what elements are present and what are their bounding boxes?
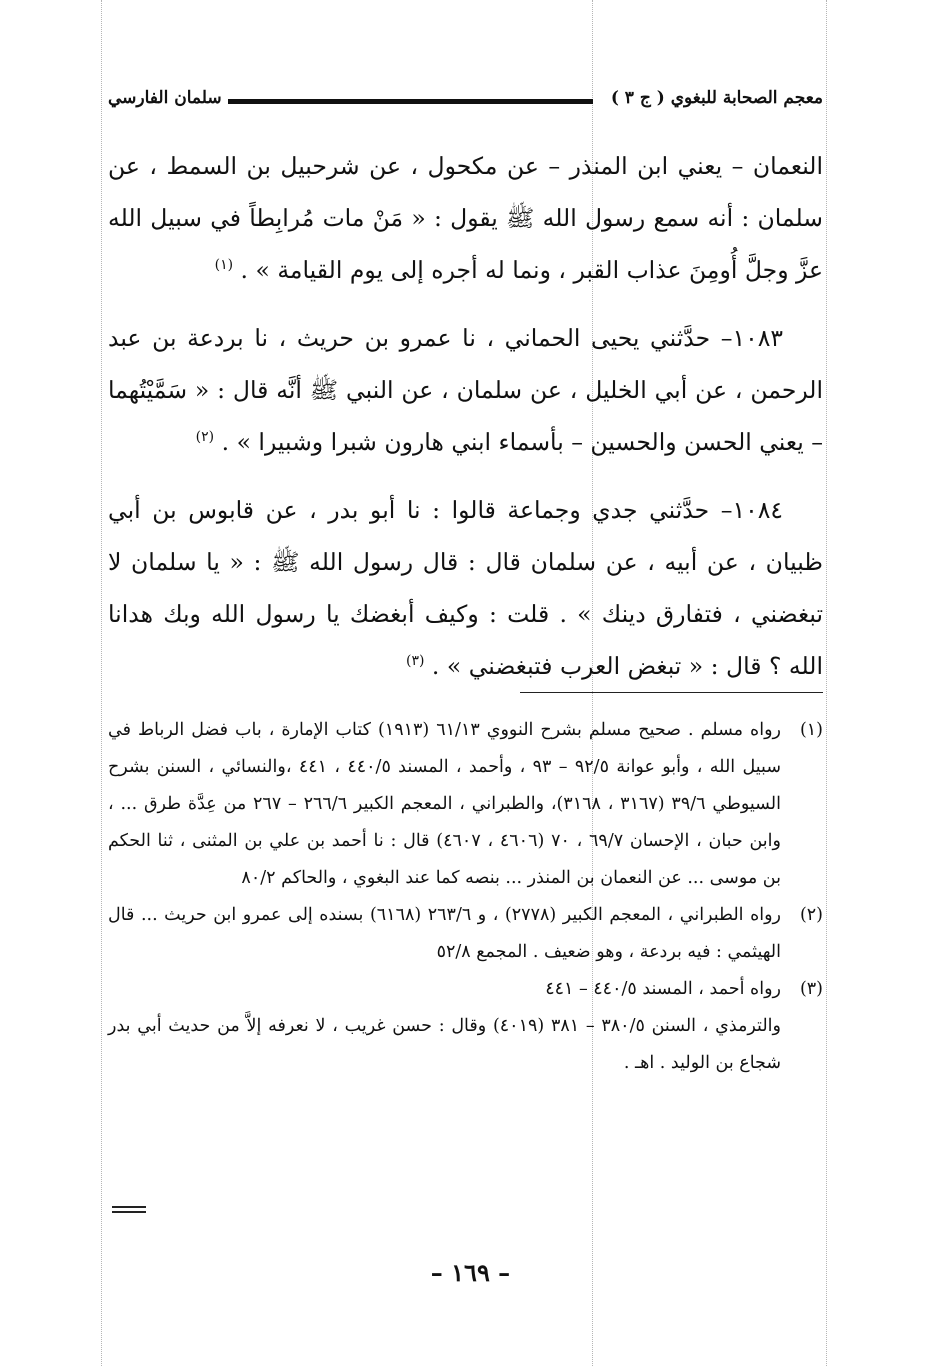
footnote-text: رواه أحمد ، المسند ٤٤٠/٥ – ٤٤١ — [545, 979, 781, 999]
paragraph-text: النعمان – يعني ابن المنذر – عن مكحول ، عن شرحبيل بن السمط ، عن سلمان : أنه سمع رسول الله ﷺ يقول : « مَنْ مات مُرابِطاً في سبيل الله عزَّ وجلَّ أُومِنَ عذاب القبر ، ونما له أجره إلى يوم القيامة » . — [108, 152, 823, 284]
footnote-text: رواه مسلم . صحيح مسلم بشرح النووي ٦١/١٣ (١٩١٣) كتاب الإمارة ، باب فضل الرباط في سبيل الله ، وأبو عوانة ٩٢/٥ – ٩٣ ، وأحمد ، المسند ٤٤٠/٥ ، ٤٤١ ،والنسائي ، السنن بشرح السيوطي ٣٩/٦ (٣١٦٧ ، ٣١٦٨)، والطبراني ، المعجم الكبير ٢٦٦/٦ – ٢٦٧ من عِدَّة طرق ... ، وابن حبان ، الإحسان ٦٩/٧ ، ٧٠ (٤٦٠٦ ، ٤٦٠٧) قال : نا أحمد بن علي بن المثنى ، ثنا الحكم بن موسى ... عن النعمان بن المنذر ... بنصه كما عند البغوي ، والحاكم ٨٠/٢ — [108, 720, 781, 888]
header-rule — [228, 99, 593, 104]
paragraph-continuation — [108, 140, 823, 296]
paragraph-text: ١٠٨٤– حدَّثني جدي وجماعة قالوا : نا أبو بدر ، عن قابوس بن أبي ظبيان ، عن أبيه ، عن سلمان قال : قال رسول الله ﷺ : « يا سلمان لا تبغضني ، فتفارق دينك » . قلت : وكيف أبغضك يا رسول الله وبك هدانا الله ؟ قال : « تبغض العرب فتبغضني » . — [108, 496, 823, 680]
footnote-number: (٣) — [799, 979, 823, 999]
section-title: سلمان الفارسي — [108, 88, 222, 108]
print-guide-line — [101, 0, 102, 1366]
footnote-number: (١) — [799, 720, 823, 740]
footnote-ref: (٣) — [405, 653, 425, 670]
main-text — [108, 140, 823, 692]
footnote-3-continuation: والترمذي ، السنن ٣٨٠/٥ – ٣٨١ (٤٠١٩) وقال : حسن غريب ، لا نعرفه إلاَّ من حديث أبي بدر شجاع بن الوليد . اهـ . — [108, 1016, 781, 1073]
footnote-number: (٢) — [799, 905, 823, 925]
footnote-separator — [520, 692, 823, 693]
running-header — [108, 88, 823, 118]
footnote-ref: (٢) — [195, 429, 215, 446]
paragraph-text: ١٠٨٣– حدَّثني يحيى الحماني ، نا عمرو بن حريث ، نا بردعة بن عبد الرحمن ، عن أبي الخليل ، عن سلمان ، عن النبي ﷺ أنَّه قال : « سَمَّيْتُهما – يعني الحسن والحسين – بأسماء ابني هارون شبرا وشبيرا » . — [108, 324, 823, 456]
footnotes — [108, 712, 823, 1082]
page-number: – ١٦٩ – — [430, 1258, 511, 1287]
footnote-ref: (١) — [214, 257, 234, 274]
footnote-text: رواه الطبراني ، المعجم الكبير (٢٧٧٨) ، و ٢٦٣/٦ (٦١٦٨) بسنده إلى عمرو ابن حريث ... قال الهيثمي : فيه بردعة ، وهو ضعيف . المجمع ٥٢/٨ — [108, 905, 781, 962]
book-title: معجم الصحابة للبغوي ( ج ٣ ) — [610, 88, 823, 108]
footnote-2 — [108, 897, 823, 971]
footnote-3 — [108, 971, 823, 1008]
end-mark — [112, 1206, 146, 1216]
hadith-1083 — [108, 312, 823, 468]
print-guide-line — [826, 0, 827, 1366]
hadith-1084 — [108, 484, 823, 692]
footnote-1 — [108, 712, 823, 897]
